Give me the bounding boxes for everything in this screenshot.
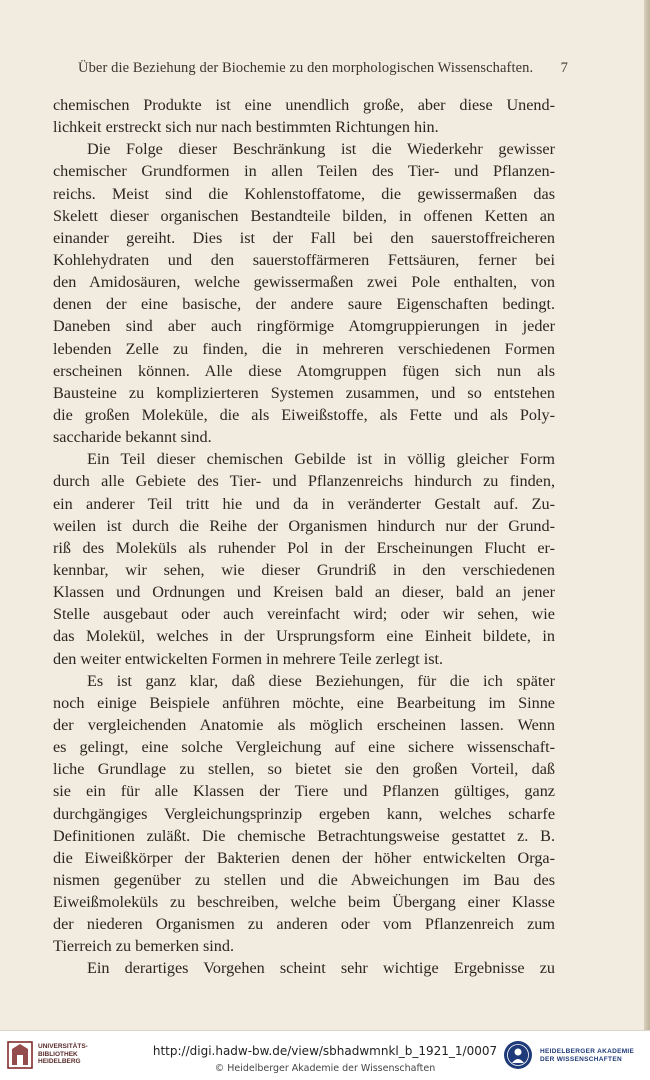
text-line: saccharide bekannt sind. [53,428,212,447]
text-line: lebenden Zelle zu finden, die in mehreren verschiedenen Formen [53,339,555,358]
text-line: erscheinen können. Alle diese Atomgruppen fügen sich nun als [53,361,555,380]
text-line: nismen gegenüber zu stellen und die Abweichungen im Bau des [53,870,555,889]
text-line: Stelle ausgebaut oder auch vereinfacht wird; oder wir sehen, wie [53,605,555,624]
ub-line-3: HEIDELBERG [38,1058,81,1065]
text-line: einander gereiht. Dies ist der Fall bei den sauerstoffreicheren [53,228,555,247]
text-line: Die Folge dieser Beschränkung ist die Wiederkehr gewisser [87,140,555,159]
text-line: ein anderer Teil tritt hie und da in veränderter Gestalt auf. Zu- [53,494,555,513]
text-line: Kohlehydraten und den sauerstoffärmeren Fettsäuren, ferner bei [53,250,555,269]
body-text [53,94,555,980]
text-line: Tierreich zu bemerken sind. [53,937,235,956]
text-line: Ein Teil dieser chemischen Gebilde ist in völlig gleicher Form [87,450,555,469]
text-line: Skelett dieser organischen Bestandteile bilden, in offenen Ketten an [53,206,555,225]
ub-line-1: UNIVERSITÄTS- [38,1043,88,1050]
academy-seal-icon [503,1040,533,1070]
footer [0,1030,650,1080]
text-line: denen der eine basische, der andere saure Eigenschaften bedingt. [53,295,555,314]
text-line: Definitionen zuläßt. Die chemische Betrachtungsweise gestattet z. B. [53,826,555,845]
text-line: Es ist ganz klar, daß diese Beziehungen, für die ich später [87,671,555,690]
text-line: das Molekül, welches in der Ursprungsform eine Einheit bildete, in [53,627,555,646]
academy-line-2: DER WISSENSCHAFTEN [540,1056,622,1063]
text-line: durch alle Gebiete des Tier- und Pflanzenreichs hindurch zu finden, [53,472,555,491]
text-line: reichs. Meist sind die Kohlenstoffatome, die gewissermaßen das [53,184,555,203]
text-line: Ein derartiges Vorgehen scheint sehr wichtige Ergebnisse zu [87,959,555,978]
ub-line-2: BIBLIOTHEK [38,1050,78,1058]
text-line: chemischer Grundformen in allen Teilen des Tier- und Pflanzen- [53,162,555,181]
text-line: liche Grundlage zu stellen, so bietet sie den großen Vorteil, daß [53,760,555,779]
text-line: Eiweißmoleküls zu beschreiben, welche beim Übergang einer Klasse [53,893,555,912]
text-line: Daneben sind aber auch ringförmige Atomgruppierungen in jeder [53,317,555,336]
text-line: es gelingt, eine solche Vergleichung auf eine sichere wissenschaft- [53,738,555,757]
page-number: 7 [560,60,568,76]
text-line: der vergleichenden Anatomie als möglich erscheinen lassen. Wenn [53,715,555,734]
running-head [78,60,568,82]
permalink-url[interactable]: http://digi.hadw-bw.de/view/sbhadwmnkl_b_1921_1/0007 [152,1044,498,1058]
text-line: chemischen Produkte ist eine unendlich große, aber diese Unend- [53,96,555,114]
text-line: den weiter entwickelten Formen in mehrere Teile zerlegt ist. [53,649,444,668]
text-line: weilen ist durch die Reihe der Organismen hindurch nur der Grund- [53,516,555,535]
text-line: lichkeit erstreckt sich nur nach bestimmten Richtungen hin. [53,118,439,137]
text-line: noch einige Beispiele anführen möchte, eine Bearbeitung im Sinne [53,693,555,712]
academy-label [540,1048,634,1064]
text-line: die Eiweißkörper der Bakterien denen der höher entwickelten Orga- [53,848,555,867]
text-line: durchgängiges Vergleichungsprinzip ergeben kann, welches scharfe [53,804,555,823]
page-edge [644,0,650,1030]
text-line: Bausteine zu komplizierteren Systemen zusammen, und so entstehen [53,383,555,402]
text-line: kennbar, wir sehen, wie dieser Grundriß in den verschiedenen [53,560,555,579]
text-line: riß des Moleküls als ruhender Pol in der Erscheinungen Flucht er- [53,538,555,557]
text-line: sie ein für alle Klassen der Tiere und Pflanzen gültiges, ganz [53,782,555,801]
text-line: der niederen Organismen zu anderen oder vom Pflanzenreich zum [53,915,555,934]
text-line: den Amidosäuren, welche gewissermaßen zwei Pole enthalten, von [53,273,555,292]
text-line: Klassen und Ordnungen und Kreisen bald an dieser, bald an jener [53,583,555,602]
running-title: Über die Beziehung der Biochemie zu den morphologischen Wissenschaften. [78,60,534,76]
text-line: die großen Moleküle, die als Eiweißstoffe, als Fette und als Poly- [53,405,555,424]
academy-line-1: HEIDELBERGER AKADEMIE [540,1048,635,1055]
copyright-notice: © Heidelberger Akademie der Wissenschaften [214,1063,436,1074]
